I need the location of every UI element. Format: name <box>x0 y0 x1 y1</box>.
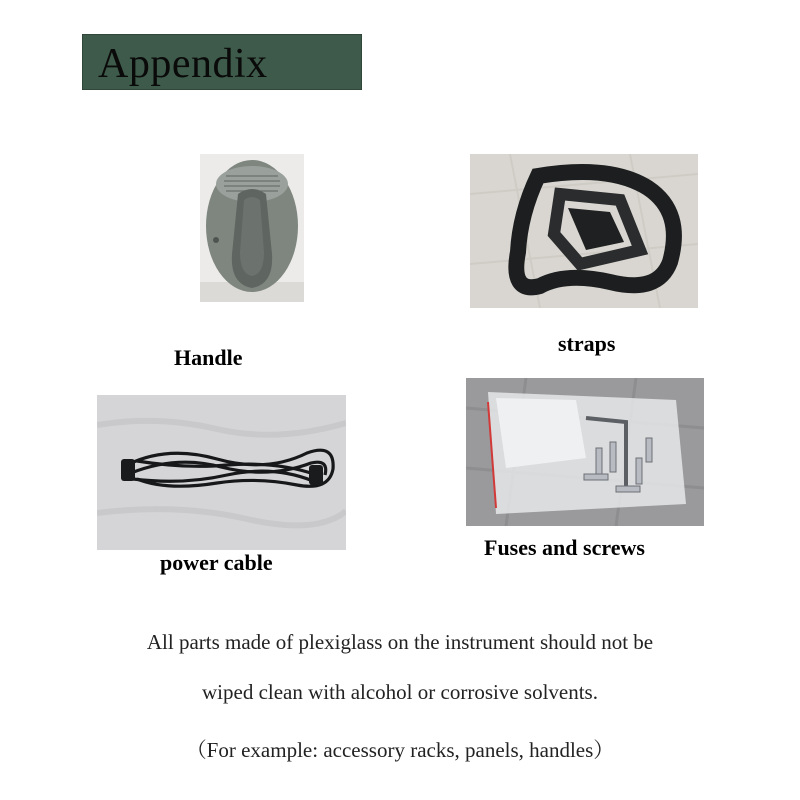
appendix-banner <box>82 34 362 90</box>
note-line-3: （For example: accessory racks, panels, handles） <box>185 738 615 762</box>
straps-caption: straps <box>558 331 616 356</box>
power-cable-caption: power cable <box>160 550 273 575</box>
fuses-screws-photo <box>466 378 704 526</box>
handle-caption: Handle <box>174 345 243 370</box>
fuses-screws-caption: Fuses and screws <box>484 535 645 560</box>
page-title: Appendix <box>98 41 268 87</box>
handle-photo <box>200 154 304 302</box>
note-line-1: All parts made of plexiglass on the instrument should not be <box>146 630 654 654</box>
note-line-2: wiped clean with alcohol or corrosive solvents. <box>202 680 598 704</box>
power-cable-photo <box>97 395 346 550</box>
straps-photo <box>470 154 698 308</box>
